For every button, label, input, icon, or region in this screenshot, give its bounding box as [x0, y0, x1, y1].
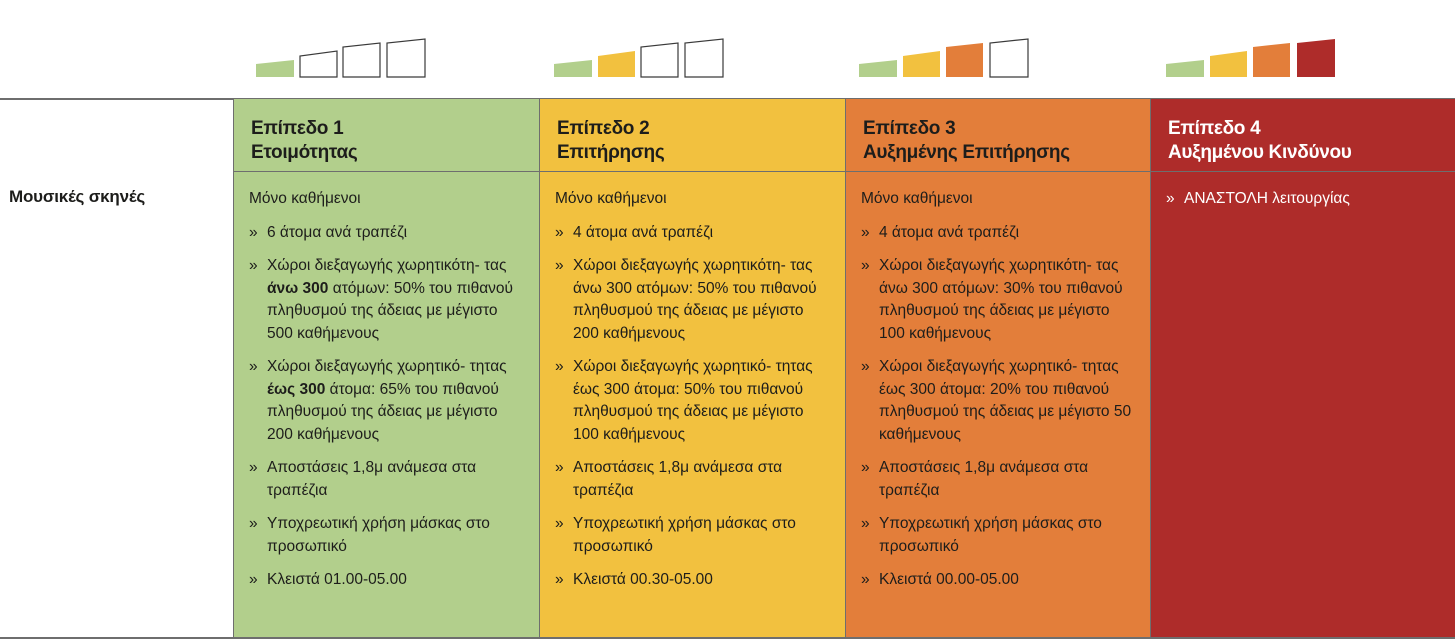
level-2-list [555, 222, 831, 592]
indicator-bar-4 [1297, 39, 1335, 77]
list-item: » Χώροι διεξαγωγής χωρητικό- τητας έως 300 άτομα: 20% του πιθανού πληθυσμού της άδειας με μέγιστο 50 καθήμενους [861, 358, 1132, 443]
level-1-title-line1: Επίπεδο 1 [251, 118, 344, 139]
level-2-column [539, 99, 845, 637]
bullet-mark: » [861, 515, 870, 532]
level-indicator-3-icon [858, 38, 1034, 80]
indicator-bar-2 [598, 51, 635, 77]
indicator-bar-1 [554, 60, 592, 77]
level-3-first-line: Μόνο καθήμενοι [861, 190, 973, 207]
level-3-column [845, 99, 1150, 637]
level-indicator-1-icon [255, 38, 431, 80]
bullet-mark: » [555, 459, 564, 476]
indicator-bar-4 [990, 39, 1028, 77]
level-indicator-4-icon [1165, 38, 1341, 80]
emphasis: έως 300 [267, 380, 326, 398]
list-item: » ΑΝΑΣΤΟΛΗ λειτουργίας [1166, 188, 1441, 211]
list-item: » Αποστάσεις 1,8μ ανάμεσα στα τραπέζια [249, 459, 477, 499]
level-indicator-4 [1165, 38, 1341, 80]
bullet-mark: » [861, 257, 870, 274]
bullet-mark: » [861, 358, 870, 375]
level-1-first-line: Μόνο καθήμενοι [249, 190, 361, 207]
indicator-bar-2 [903, 51, 940, 77]
level-3-title-line1: Επίπεδο 3 [863, 118, 956, 139]
bullet-mark: » [555, 358, 564, 375]
list-item: » 6 άτομα ανά τραπέζι [249, 222, 525, 245]
bullet-mark: » [861, 223, 870, 241]
level-3-title-line2: Αυξημένης Επιτήρησης [863, 142, 1070, 163]
level-3-body [846, 172, 1150, 592]
level-indicator-2 [553, 38, 729, 80]
list-item: » Κλειστά 00.30-05.00 [555, 569, 831, 592]
list-item: » Κλειστά 00.00-05.00 [861, 569, 1136, 592]
level-1-column [233, 99, 539, 637]
level-2-header [540, 99, 845, 172]
level-1-list [249, 222, 525, 592]
bullet-mark: » [249, 459, 258, 476]
level-3-header [846, 99, 1150, 172]
level-2-title-line1: Επίπεδο 2 [557, 118, 650, 139]
indicator-bar-3 [1253, 43, 1290, 77]
level-indicator-1 [255, 38, 431, 80]
list-item: » Χώροι διεξαγωγής χωρητικό- τητας έως 300 άτομα: 65% του πιθανού πληθυσμού της άδειας με μέγιστο 200 καθήμενους [249, 358, 507, 443]
bullet-mark: » [249, 257, 258, 274]
level-4-title-line1: Επίπεδο 4 [1168, 118, 1261, 139]
level-4-title-line2: Αυξημένου Κινδύνου [1168, 142, 1352, 163]
list-item: » Αποστάσεις 1,8μ ανάμεσα στα τραπέζια [861, 459, 1089, 499]
list-item: » Αποστάσεις 1,8μ ανάμεσα στα τραπέζια [555, 459, 783, 499]
level-1-body [234, 172, 539, 592]
row-label: Μουσικές σκηνές [9, 187, 145, 206]
indicator-bar-3 [343, 43, 380, 77]
bullet-mark: » [249, 515, 258, 532]
indicator-bar-4 [685, 39, 723, 77]
level-4-body [1151, 172, 1455, 211]
level-1-title-line2: Ετοιμότητας [251, 142, 358, 163]
list-item: » Χώροι διεξαγωγής χωρητικότη- τας άνω 300 ατόμων: 50% του πιθανού πληθυσμού της άδειας με μέγιστο 200 καθήμενους [555, 257, 817, 342]
list-item: » Υποχρεωτική χρήση μάσκας στο προσωπικό [861, 515, 1102, 555]
level-1-header [234, 99, 539, 172]
level-4-column [1150, 99, 1455, 637]
list-item: » 4 άτομα ανά τραπέζι [861, 222, 1136, 245]
level-2-first-line: Μόνο καθήμενοι [555, 190, 667, 207]
indicator-bar-1 [1166, 60, 1204, 77]
bullet-mark: » [1166, 190, 1175, 207]
level-4-header [1151, 99, 1455, 172]
emphasis: άνω 300 [267, 279, 329, 297]
list-item: » Χώροι διεξαγωγής χωρητικότη- τας άνω 300 ατόμων: 50% του πιθανού πληθυσμού της άδειας με μέγιστο 500 καθήμενους [249, 257, 514, 342]
indicator-bar-1 [256, 60, 294, 77]
bullet-mark: » [555, 223, 564, 241]
list-item: » Χώροι διεξαγωγής χωρητικότη- τας άνω 300 ατόμων: 30% του πιθανού πληθυσμού της άδειας με μέγιστο 100 καθήμενους [861, 257, 1123, 342]
bullet-mark: » [555, 515, 564, 532]
list-item: » Χώροι διεξαγωγής χωρητικό- τητας έως 300 άτομα: 50% του πιθανού πληθυσμού της άδειας με μέγιστο 100 καθήμενους [555, 358, 813, 443]
level-2-title-line2: Επιτήρησης [557, 142, 665, 163]
bullet-mark: » [555, 257, 564, 274]
level-indicator-2-icon [553, 38, 729, 80]
bullet-mark: » [249, 223, 258, 241]
bullet-mark: » [249, 571, 258, 588]
list-item: » Κλειστά 01.00-05.00 [249, 569, 525, 592]
level-2-body [540, 172, 845, 592]
list-item: » Υποχρεωτική χρήση μάσκας στο προσωπικό [249, 515, 490, 555]
indicator-bar-3 [946, 43, 983, 77]
bullet-mark: » [861, 571, 870, 588]
indicator-bar-3 [641, 43, 678, 77]
bullet-mark: » [249, 358, 258, 375]
indicator-bar-4 [387, 39, 425, 77]
indicator-bar-1 [859, 60, 897, 77]
level-4-list [1166, 188, 1441, 211]
bullet-mark: » [861, 459, 870, 476]
indicator-bar-2 [300, 51, 337, 77]
list-item: » 4 άτομα ανά τραπέζι [555, 222, 831, 245]
indicator-bar-2 [1210, 51, 1247, 77]
bullet-mark: » [555, 571, 564, 588]
level-indicator-3 [858, 38, 1034, 80]
list-item: » Υποχρεωτική χρήση μάσκας στο προσωπικό [555, 515, 796, 555]
level-3-list [861, 222, 1136, 592]
